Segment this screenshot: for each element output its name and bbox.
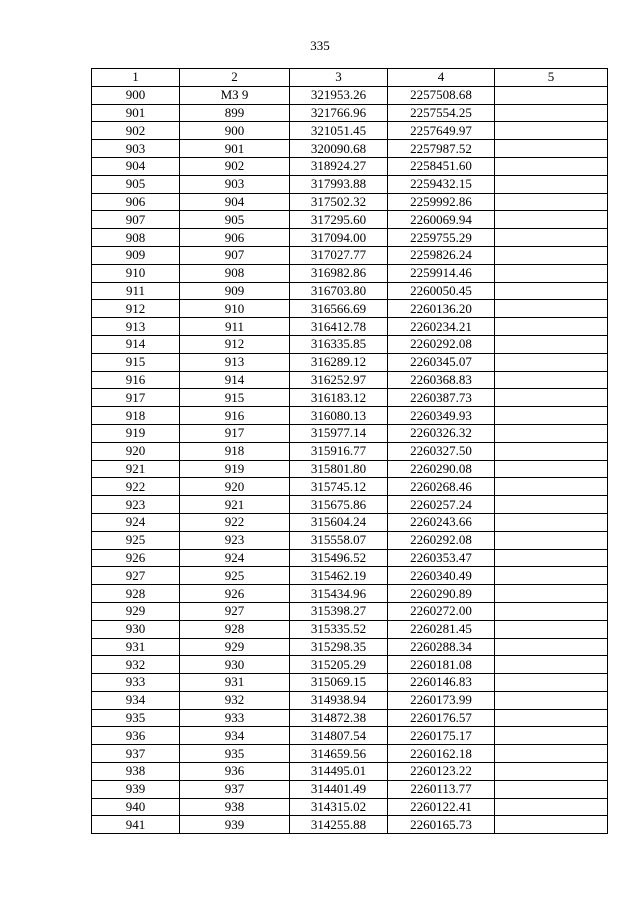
x-coordinate-cell: 315916.77 [290, 442, 388, 460]
point-number-cell: 926 [92, 549, 180, 567]
y-coordinate-cell: 2260292.08 [388, 531, 495, 549]
x-coordinate-cell: 315069.15 [290, 674, 388, 692]
note-cell [495, 674, 608, 692]
point-number-cell: 910 [92, 264, 180, 282]
table-row [92, 229, 608, 247]
y-coordinate-cell: 2260113.77 [388, 780, 495, 798]
table-body [92, 86, 608, 833]
y-coordinate-cell: 2260281.45 [388, 620, 495, 638]
y-coordinate-cell: 2260290.89 [388, 585, 495, 603]
point-number-cell: 933 [92, 674, 180, 692]
table-row [92, 353, 608, 371]
previous-point-cell: 923 [180, 531, 290, 549]
point-number-cell: 939 [92, 780, 180, 798]
note-cell [495, 407, 608, 425]
table-row [92, 745, 608, 763]
table-row [92, 763, 608, 781]
table-row [92, 674, 608, 692]
previous-point-cell: МЗ 9 [180, 86, 290, 104]
note-cell [495, 745, 608, 763]
note-cell [495, 656, 608, 674]
table-row [92, 389, 608, 407]
table-row [92, 602, 608, 620]
point-number-cell: 935 [92, 709, 180, 727]
x-coordinate-cell: 315496.52 [290, 549, 388, 567]
y-coordinate-cell: 2258451.60 [388, 157, 495, 175]
note-cell [495, 442, 608, 460]
previous-point-cell: 906 [180, 229, 290, 247]
table-row [92, 691, 608, 709]
previous-point-cell: 914 [180, 371, 290, 389]
note-cell [495, 549, 608, 567]
y-coordinate-cell: 2260290.08 [388, 460, 495, 478]
point-number-cell: 916 [92, 371, 180, 389]
previous-point-cell: 915 [180, 389, 290, 407]
x-coordinate-cell: 316289.12 [290, 353, 388, 371]
x-coordinate-cell: 317993.88 [290, 175, 388, 193]
x-coordinate-cell: 315335.52 [290, 620, 388, 638]
table-row [92, 656, 608, 674]
x-coordinate-cell: 315298.35 [290, 638, 388, 656]
x-coordinate-cell: 315398.27 [290, 602, 388, 620]
x-coordinate-cell: 314872.38 [290, 709, 388, 727]
previous-point-cell: 902 [180, 157, 290, 175]
table-row [92, 638, 608, 656]
previous-point-cell: 922 [180, 513, 290, 531]
table-row [92, 620, 608, 638]
table-row [92, 140, 608, 158]
previous-point-cell: 901 [180, 140, 290, 158]
point-number-cell: 922 [92, 478, 180, 496]
table-row [92, 478, 608, 496]
note-cell [495, 709, 608, 727]
previous-point-cell: 903 [180, 175, 290, 193]
table-row [92, 300, 608, 318]
table-row [92, 727, 608, 745]
column-header-2: 2 [180, 69, 290, 87]
y-coordinate-cell: 2260165.73 [388, 816, 495, 834]
table-row [92, 335, 608, 353]
note-cell [495, 780, 608, 798]
x-coordinate-cell: 316183.12 [290, 389, 388, 407]
point-number-cell: 940 [92, 798, 180, 816]
previous-point-cell: 911 [180, 318, 290, 336]
x-coordinate-cell: 314807.54 [290, 727, 388, 745]
table-row [92, 122, 608, 140]
y-coordinate-cell: 2260175.17 [388, 727, 495, 745]
previous-point-cell: 937 [180, 780, 290, 798]
table-row [92, 798, 608, 816]
point-number-cell: 906 [92, 193, 180, 211]
y-coordinate-cell: 2260243.66 [388, 513, 495, 531]
x-coordinate-cell: 314401.49 [290, 780, 388, 798]
y-coordinate-cell: 2257554.25 [388, 104, 495, 122]
y-coordinate-cell: 2260288.34 [388, 638, 495, 656]
point-number-cell: 909 [92, 246, 180, 264]
previous-point-cell: 933 [180, 709, 290, 727]
note-cell [495, 353, 608, 371]
table-row [92, 549, 608, 567]
y-coordinate-cell: 2259992.86 [388, 193, 495, 211]
y-coordinate-cell: 2260050.45 [388, 282, 495, 300]
point-number-cell: 931 [92, 638, 180, 656]
point-number-cell: 924 [92, 513, 180, 531]
previous-point-cell: 900 [180, 122, 290, 140]
table-row [92, 193, 608, 211]
point-number-cell: 934 [92, 691, 180, 709]
note-cell [495, 620, 608, 638]
x-coordinate-cell: 315558.07 [290, 531, 388, 549]
point-number-cell: 907 [92, 211, 180, 229]
note-cell [495, 140, 608, 158]
column-header-5: 5 [495, 69, 608, 87]
note-cell [495, 763, 608, 781]
x-coordinate-cell: 321051.45 [290, 122, 388, 140]
x-coordinate-cell: 316982.86 [290, 264, 388, 282]
y-coordinate-cell: 2260292.08 [388, 335, 495, 353]
point-number-cell: 928 [92, 585, 180, 603]
point-number-cell: 900 [92, 86, 180, 104]
previous-point-cell: 935 [180, 745, 290, 763]
y-coordinate-cell: 2257508.68 [388, 86, 495, 104]
note-cell [495, 389, 608, 407]
point-number-cell: 930 [92, 620, 180, 638]
x-coordinate-cell: 315745.12 [290, 478, 388, 496]
x-coordinate-cell: 315977.14 [290, 424, 388, 442]
coordinates-table [91, 68, 608, 834]
note-cell [495, 282, 608, 300]
y-coordinate-cell: 2259914.46 [388, 264, 495, 282]
note-cell [495, 460, 608, 478]
point-number-cell: 901 [92, 104, 180, 122]
x-coordinate-cell: 315434.96 [290, 585, 388, 603]
previous-point-cell: 917 [180, 424, 290, 442]
y-coordinate-cell: 2259826.24 [388, 246, 495, 264]
y-coordinate-cell: 2257649.97 [388, 122, 495, 140]
point-number-cell: 911 [92, 282, 180, 300]
note-cell [495, 567, 608, 585]
table-row [92, 531, 608, 549]
y-coordinate-cell: 2260162.18 [388, 745, 495, 763]
y-coordinate-cell: 2260340.49 [388, 567, 495, 585]
previous-point-cell: 919 [180, 460, 290, 478]
point-number-cell: 919 [92, 424, 180, 442]
note-cell [495, 157, 608, 175]
x-coordinate-cell: 316335.85 [290, 335, 388, 353]
x-coordinate-cell: 317295.60 [290, 211, 388, 229]
x-coordinate-cell: 315462.19 [290, 567, 388, 585]
point-number-cell: 929 [92, 602, 180, 620]
table-row [92, 780, 608, 798]
point-number-cell: 937 [92, 745, 180, 763]
previous-point-cell: 913 [180, 353, 290, 371]
previous-point-cell: 899 [180, 104, 290, 122]
y-coordinate-cell: 2260268.46 [388, 478, 495, 496]
note-cell [495, 691, 608, 709]
point-number-cell: 921 [92, 460, 180, 478]
x-coordinate-cell: 315205.29 [290, 656, 388, 674]
previous-point-cell: 936 [180, 763, 290, 781]
x-coordinate-cell: 315604.24 [290, 513, 388, 531]
y-coordinate-cell: 2260257.24 [388, 496, 495, 514]
x-coordinate-cell: 321953.26 [290, 86, 388, 104]
note-cell [495, 104, 608, 122]
table-header-row [92, 69, 608, 87]
point-number-cell: 902 [92, 122, 180, 140]
note-cell [495, 496, 608, 514]
table-row [92, 104, 608, 122]
previous-point-cell: 916 [180, 407, 290, 425]
note-cell [495, 513, 608, 531]
table-row [92, 211, 608, 229]
y-coordinate-cell: 2260176.57 [388, 709, 495, 727]
note-cell [495, 816, 608, 834]
x-coordinate-cell: 316703.80 [290, 282, 388, 300]
note-cell [495, 727, 608, 745]
y-coordinate-cell: 2260234.21 [388, 318, 495, 336]
previous-point-cell: 925 [180, 567, 290, 585]
x-coordinate-cell: 315801.80 [290, 460, 388, 478]
note-cell [495, 211, 608, 229]
y-coordinate-cell: 2260327.50 [388, 442, 495, 460]
point-number-cell: 912 [92, 300, 180, 318]
note-cell [495, 602, 608, 620]
note-cell [495, 335, 608, 353]
note-cell [495, 175, 608, 193]
note-cell [495, 638, 608, 656]
previous-point-cell: 932 [180, 691, 290, 709]
x-coordinate-cell: 321766.96 [290, 104, 388, 122]
table-row [92, 264, 608, 282]
x-coordinate-cell: 314495.01 [290, 763, 388, 781]
y-coordinate-cell: 2260349.93 [388, 407, 495, 425]
y-coordinate-cell: 2260181.08 [388, 656, 495, 674]
x-coordinate-cell: 318924.27 [290, 157, 388, 175]
table-row [92, 567, 608, 585]
x-coordinate-cell: 316252.97 [290, 371, 388, 389]
y-coordinate-cell: 2260136.20 [388, 300, 495, 318]
table-row [92, 246, 608, 264]
previous-point-cell: 930 [180, 656, 290, 674]
point-number-cell: 903 [92, 140, 180, 158]
y-coordinate-cell: 2260387.73 [388, 389, 495, 407]
x-coordinate-cell: 320090.68 [290, 140, 388, 158]
previous-point-cell: 910 [180, 300, 290, 318]
y-coordinate-cell: 2260173.99 [388, 691, 495, 709]
previous-point-cell: 938 [180, 798, 290, 816]
x-coordinate-cell: 315675.86 [290, 496, 388, 514]
point-number-cell: 905 [92, 175, 180, 193]
point-number-cell: 915 [92, 353, 180, 371]
x-coordinate-cell: 314938.94 [290, 691, 388, 709]
point-number-cell: 938 [92, 763, 180, 781]
table-row [92, 513, 608, 531]
x-coordinate-cell: 317094.00 [290, 229, 388, 247]
column-header-3: 3 [290, 69, 388, 87]
y-coordinate-cell: 2260326.32 [388, 424, 495, 442]
previous-point-cell: 918 [180, 442, 290, 460]
note-cell [495, 86, 608, 104]
note-cell [495, 531, 608, 549]
note-cell [495, 798, 608, 816]
point-number-cell: 932 [92, 656, 180, 674]
point-number-cell: 941 [92, 816, 180, 834]
table-row [92, 157, 608, 175]
y-coordinate-cell: 2260122.41 [388, 798, 495, 816]
previous-point-cell: 939 [180, 816, 290, 834]
table-row [92, 86, 608, 104]
previous-point-cell: 907 [180, 246, 290, 264]
table-row [92, 282, 608, 300]
note-cell [495, 264, 608, 282]
x-coordinate-cell: 317502.32 [290, 193, 388, 211]
previous-point-cell: 904 [180, 193, 290, 211]
y-coordinate-cell: 2260123.22 [388, 763, 495, 781]
point-number-cell: 917 [92, 389, 180, 407]
x-coordinate-cell: 314255.88 [290, 816, 388, 834]
x-coordinate-cell: 314659.56 [290, 745, 388, 763]
x-coordinate-cell: 314315.02 [290, 798, 388, 816]
point-number-cell: 927 [92, 567, 180, 585]
table-row [92, 371, 608, 389]
table-row [92, 175, 608, 193]
table-row [92, 318, 608, 336]
y-coordinate-cell: 2260353.47 [388, 549, 495, 567]
note-cell [495, 371, 608, 389]
note-cell [495, 122, 608, 140]
note-cell [495, 300, 608, 318]
page-number: 335 [310, 38, 330, 53]
point-number-cell: 923 [92, 496, 180, 514]
previous-point-cell: 912 [180, 335, 290, 353]
y-coordinate-cell: 2257987.52 [388, 140, 495, 158]
point-number-cell: 920 [92, 442, 180, 460]
point-number-cell: 918 [92, 407, 180, 425]
note-cell [495, 318, 608, 336]
y-coordinate-cell: 2260069.94 [388, 211, 495, 229]
table-row [92, 496, 608, 514]
y-coordinate-cell: 2260146.83 [388, 674, 495, 692]
note-cell [495, 478, 608, 496]
point-number-cell: 913 [92, 318, 180, 336]
y-coordinate-cell: 2260345.07 [388, 353, 495, 371]
point-number-cell: 914 [92, 335, 180, 353]
previous-point-cell: 931 [180, 674, 290, 692]
point-number-cell: 904 [92, 157, 180, 175]
note-cell [495, 229, 608, 247]
note-cell [495, 424, 608, 442]
table-row [92, 424, 608, 442]
y-coordinate-cell: 2260272.00 [388, 602, 495, 620]
note-cell [495, 193, 608, 211]
previous-point-cell: 921 [180, 496, 290, 514]
previous-point-cell: 934 [180, 727, 290, 745]
note-cell [495, 585, 608, 603]
y-coordinate-cell: 2260368.83 [388, 371, 495, 389]
column-header-4: 4 [388, 69, 495, 87]
x-coordinate-cell: 316566.69 [290, 300, 388, 318]
previous-point-cell: 927 [180, 602, 290, 620]
table-row [92, 709, 608, 727]
x-coordinate-cell: 317027.77 [290, 246, 388, 264]
previous-point-cell: 905 [180, 211, 290, 229]
table-row [92, 585, 608, 603]
previous-point-cell: 928 [180, 620, 290, 638]
y-coordinate-cell: 2259755.29 [388, 229, 495, 247]
y-coordinate-cell: 2259432.15 [388, 175, 495, 193]
point-number-cell: 925 [92, 531, 180, 549]
previous-point-cell: 920 [180, 478, 290, 496]
x-coordinate-cell: 316080.13 [290, 407, 388, 425]
x-coordinate-cell: 316412.78 [290, 318, 388, 336]
note-cell [495, 246, 608, 264]
previous-point-cell: 926 [180, 585, 290, 603]
table-row [92, 442, 608, 460]
previous-point-cell: 908 [180, 264, 290, 282]
column-header-1: 1 [92, 69, 180, 87]
previous-point-cell: 909 [180, 282, 290, 300]
table-row [92, 460, 608, 478]
previous-point-cell: 929 [180, 638, 290, 656]
point-number-cell: 936 [92, 727, 180, 745]
table-row [92, 816, 608, 834]
table-row [92, 407, 608, 425]
point-number-cell: 908 [92, 229, 180, 247]
previous-point-cell: 924 [180, 549, 290, 567]
